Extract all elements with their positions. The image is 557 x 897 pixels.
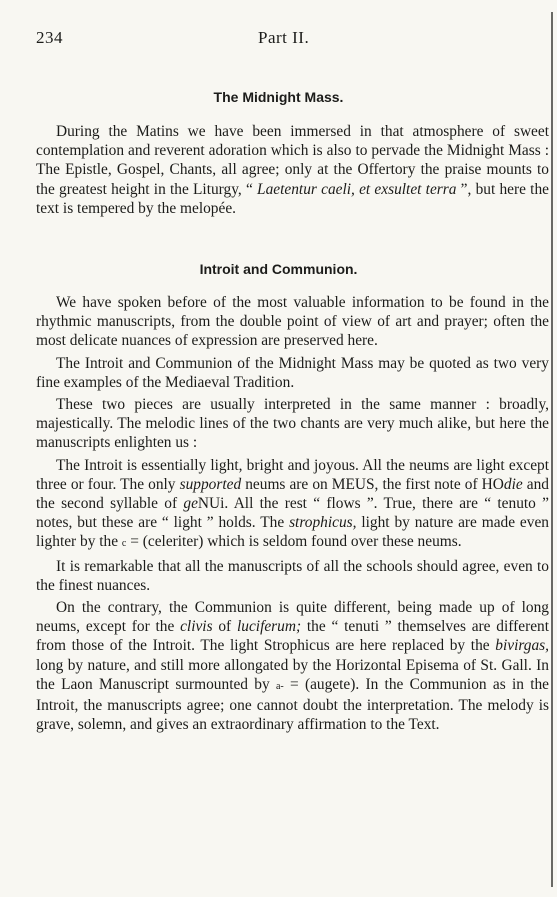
page-number: 234 [36,28,63,47]
section-introit-communion-body [36,293,549,734]
paragraph: We have spoken before of the most valuable information to be found in the rhythmic manuscripts, from the double point of view of art and prayer; often the most delicate nuances of expression are preserved here. [36,294,549,350]
neume-letter-c: c [121,538,127,550]
paragraph: During the Matins we have been immersed in that atmosphere of sweet contemplation and reverent adoration which is also to pervade the Midnight Mass : The Epistle, Gospel, Chants, all agree; only at the Offertory the praise mounts to the greatest height in the Liturgy, “ Laetentur caeli, et exsultet terra ”, but here the text is tempered by the melopée. [36,123,549,217]
paragraph: The Introit is essentially light, bright and joyous. All the neums are light except three or four. The only supported neums are on MEUS, the first note of HOdie and the second syllable of geNUi. All the rest “ flows ”. True, there are “ tenuto ” notes, but these are “ light ” holds. The strophicus, light by nature are made even lighter by the c = (celeriter) which is seldom found over these neums. [36,456,549,551]
paragraph: The Introit and Communion of the Midnight Mass may be quoted as two very fine examples of the Mediaeval Tradition. [36,354,549,391]
running-head: Part II. [258,28,310,47]
page-header [36,28,551,50]
paragraph: On the contrary, the Communion is quite different, being made up of long neums, except for the clivis of luciferum; the “ tenuti ” themselves are different from those of the Introit. The light Strophicus are here replaced by the bivirgas, long by nature, and still more allongated by the Horizontal Episema of St. Gall. In the Laon Manuscript surmounted by a- = (augete). In the Communion as in the Introit, the manuscripts agree; one cannot doubt the interpretation. The melody is grave, solemn, and gives an extraordinary affirmation to the Text. [36,599,549,734]
section-heading-midnight-mass: The Midnight Mass. [213,89,344,105]
neume-letter-a: a- [275,680,284,692]
page-edge-rule [551,12,553,887]
paragraph: These two pieces are usually interpreted in the same manner : broadly, majestically. The melodic lines of the two chants are very much alike, but here the manuscripts enlighten us : [36,396,549,452]
paragraph: It is remarkable that all the manuscripts of all the schools should agree, even to the finest nuances. [36,557,549,594]
section-heading-introit-communion: Introit and Communion. [199,261,358,277]
section-midnight-mass-body [36,122,549,218]
